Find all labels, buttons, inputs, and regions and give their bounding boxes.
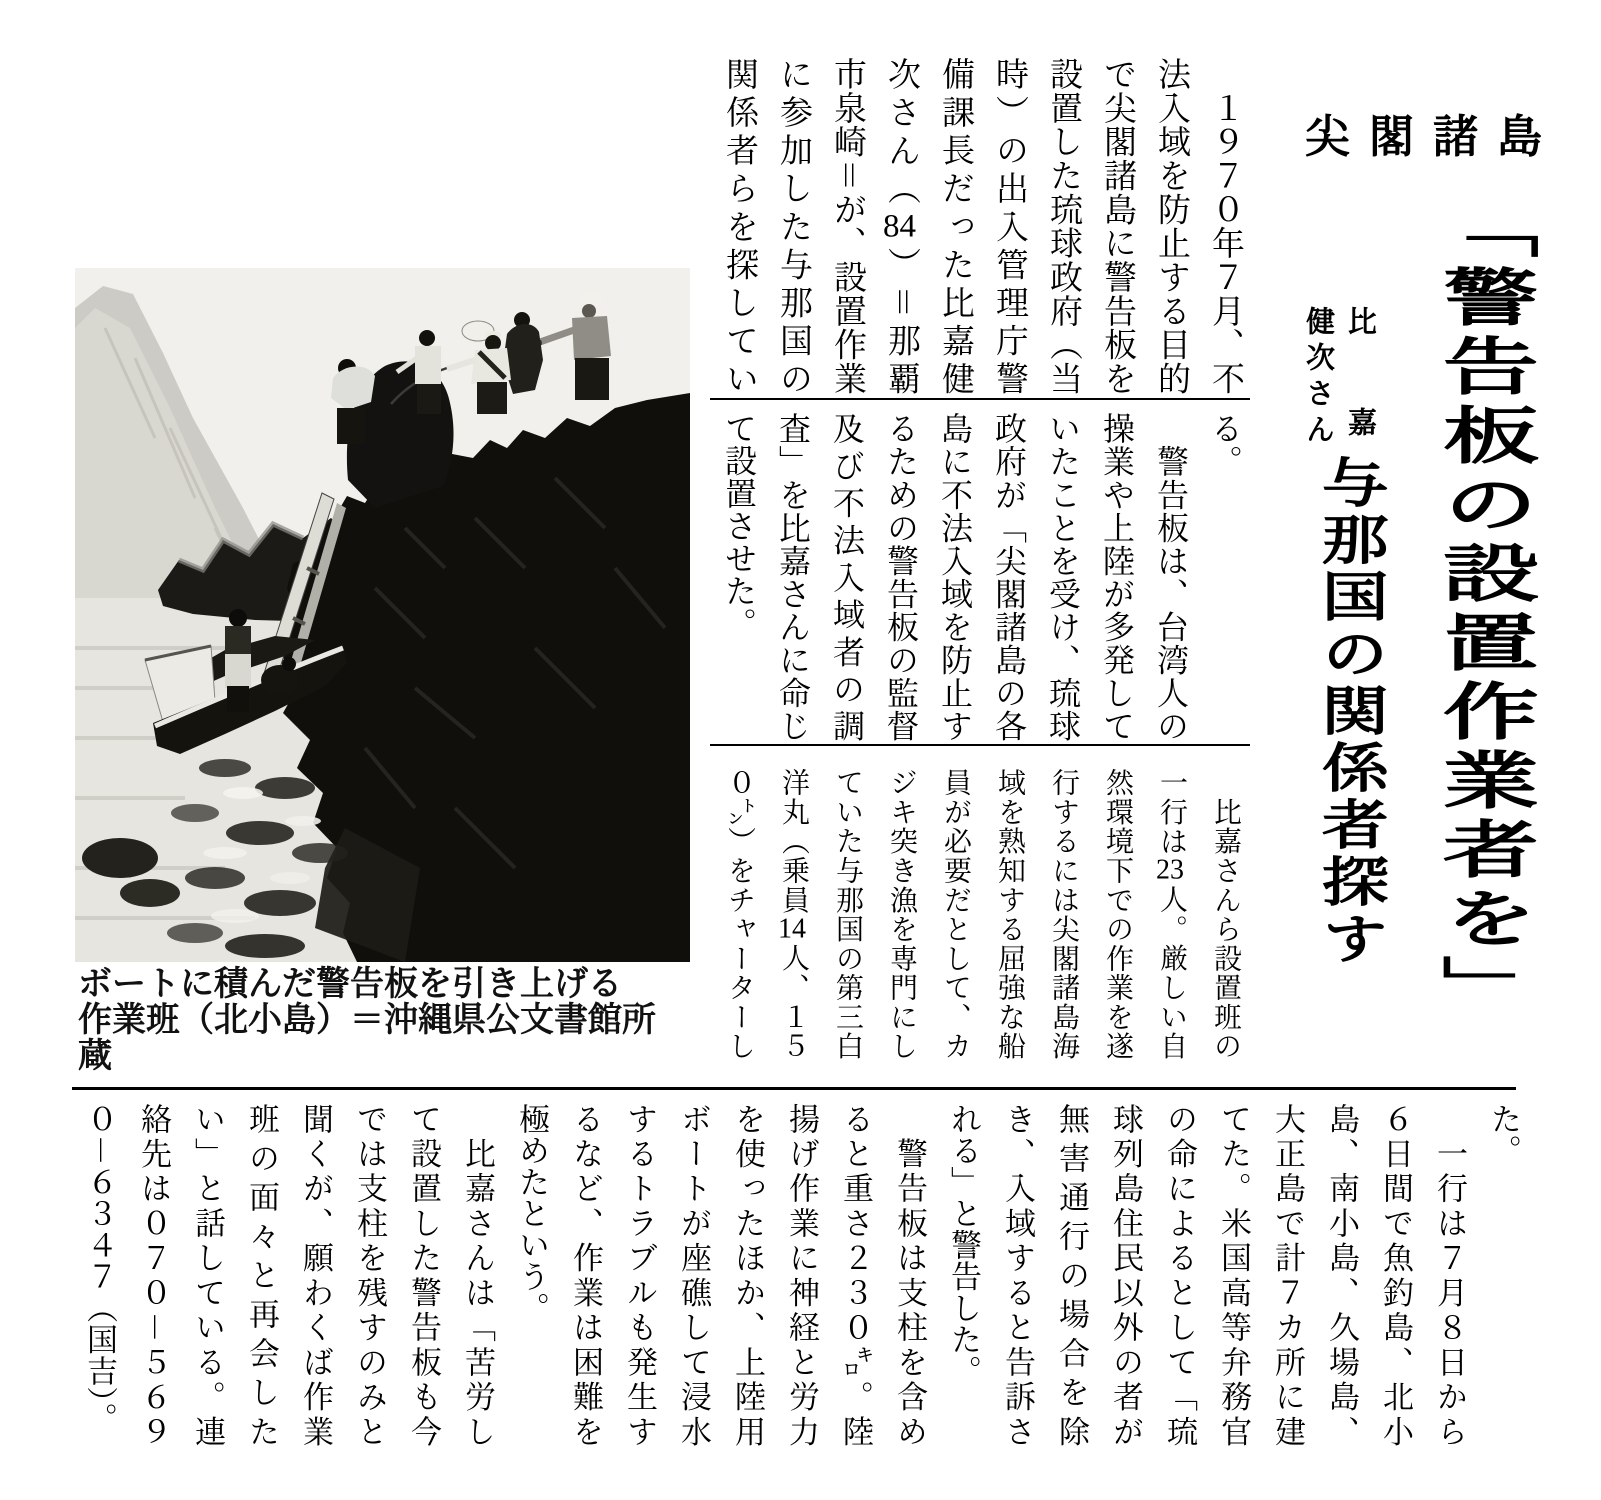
text-column: た。 <box>1486 1103 1521 1166</box>
text-column: ると重さ２３０㌔。陸 <box>838 1103 873 1447</box>
text-column: 次さん（84）＝那覇 <box>883 57 919 395</box>
text-column: 比嘉さんは「苦労し <box>460 1103 495 1447</box>
text-column: を使ったほか、上陸用 <box>730 1103 765 1447</box>
photo-illustration <box>75 268 690 962</box>
caption-line: ボートに積んだ警告板を引き上げる <box>78 965 622 1003</box>
text-column: るための警告板の監督 <box>883 412 919 742</box>
text-column: 時）の出入管理庁警 <box>991 57 1027 395</box>
text-column: 査」を比嘉さんに命じ <box>775 412 811 742</box>
text-column: いたことを受け、琉球 <box>1045 412 1081 742</box>
text-column: 班の面々と再会した <box>244 1103 279 1447</box>
text-column: 大正島で計７カ所に建 <box>1270 1103 1305 1447</box>
sub-headline: 与那国の関係者探す <box>1312 455 1386 968</box>
text-column: 然環境下での作業を遂 <box>1102 768 1133 1060</box>
text-column: 一行は23人。厳しい自 <box>1156 768 1187 1060</box>
text-column: 揚げ作業に神経と労力 <box>784 1103 819 1447</box>
text-column: 関係者らを探してい <box>721 57 757 395</box>
text-column: 無害通行の場合を除 <box>1054 1103 1089 1447</box>
text-column: て設置した警告板も今 <box>406 1103 441 1447</box>
text-column: ボートが座礁して浸水 <box>676 1103 711 1447</box>
text-column: ジキ突き漁を専門にし <box>886 768 917 1060</box>
text-column: るなど、作業は困難を <box>568 1103 603 1447</box>
text-column: て設置させた。 <box>721 412 757 640</box>
text-column: に参加した与那国の <box>775 57 811 395</box>
body-band-2 <box>712 412 1252 742</box>
text-column: １９７０年７月、不 <box>1207 57 1243 395</box>
text-column: 操業や上陸が多発して <box>1099 412 1135 742</box>
text-column: するトラブルも発生す <box>622 1103 657 1447</box>
body-band-3 <box>712 768 1252 1060</box>
text-column: てた。米国高等弁務官 <box>1216 1103 1251 1447</box>
text-column: で尖閣諸島に警告板を <box>1099 57 1135 395</box>
text-column: 警告板は支柱を含め <box>892 1103 927 1447</box>
bottom-section-rule <box>72 1087 1516 1090</box>
text-column: ていた与那国の第三白 <box>832 768 863 1060</box>
person-name-surname: 比嘉 <box>1344 306 1376 508</box>
text-column: 警告板は、台湾人の <box>1153 412 1189 742</box>
text-column: 設置した琉球政府（当 <box>1045 57 1081 395</box>
text-column: れる」と警告した。 <box>946 1103 981 1387</box>
text-column: 政府が「尖閣諸島の各 <box>991 412 1027 742</box>
text-column: の命によるとして「琉 <box>1162 1103 1197 1447</box>
text-column: 市泉崎＝が、設置作業 <box>829 57 865 395</box>
text-column: 極めたという。 <box>514 1103 549 1324</box>
photo-caption <box>78 966 698 1074</box>
band-divider-rule <box>710 398 1250 400</box>
text-column: 比嘉さんら設置班の <box>1210 768 1241 1060</box>
text-column: では支柱を残すのみと <box>352 1103 387 1447</box>
text-column: 行するには尖閣諸島海 <box>1048 768 1079 1060</box>
text-column: る。 <box>1207 412 1243 477</box>
text-column: 法入域を防止する目的 <box>1153 57 1189 395</box>
section-kicker: 尖閣諸島 <box>1305 111 1562 162</box>
caption-line: 蔵 <box>78 1037 112 1075</box>
text-column: 域を熟知する屈強な船 <box>994 768 1025 1060</box>
text-column: 球列島住民以外の者が <box>1108 1103 1143 1447</box>
text-column: ０㌧）をチャーターし <box>724 768 755 1060</box>
text-column: 聞くが、願わくば作業 <box>298 1103 333 1447</box>
article-photo <box>75 268 690 962</box>
text-column: 員が必要だとして、カ <box>940 768 971 1060</box>
lead-paragraph-band <box>712 57 1252 395</box>
text-column: 絡先は０７０－５６９ <box>136 1103 171 1447</box>
text-column: 備課長だった比嘉健 <box>937 57 973 395</box>
text-column: 及び不法入域者の調 <box>829 412 865 742</box>
text-column: 島に不法入域を防止す <box>937 412 973 742</box>
text-column: 洋丸（乗員14人、１５ <box>778 768 809 1061</box>
text-column: い」と話している。連 <box>190 1103 225 1447</box>
body-band-bottom <box>72 1103 1530 1447</box>
band-divider-rule <box>710 744 1250 746</box>
text-column: ６日間で魚釣島、北小 <box>1378 1103 1413 1447</box>
text-column: き、入域すると告訴さ <box>1000 1103 1035 1447</box>
person-name-given: 健次さん <box>1302 306 1334 450</box>
text-column: 島、南小島、久場島、 <box>1324 1103 1359 1447</box>
caption-line: 作業班（北小島）＝沖縄県公文書館所 <box>78 1001 656 1039</box>
main-headline: 「警告板の設置作業者を」 <box>1428 196 1534 1024</box>
text-column: ０－６３４７（国吉）。 <box>82 1103 117 1434</box>
text-column: 一行は７月８日から <box>1432 1103 1467 1447</box>
